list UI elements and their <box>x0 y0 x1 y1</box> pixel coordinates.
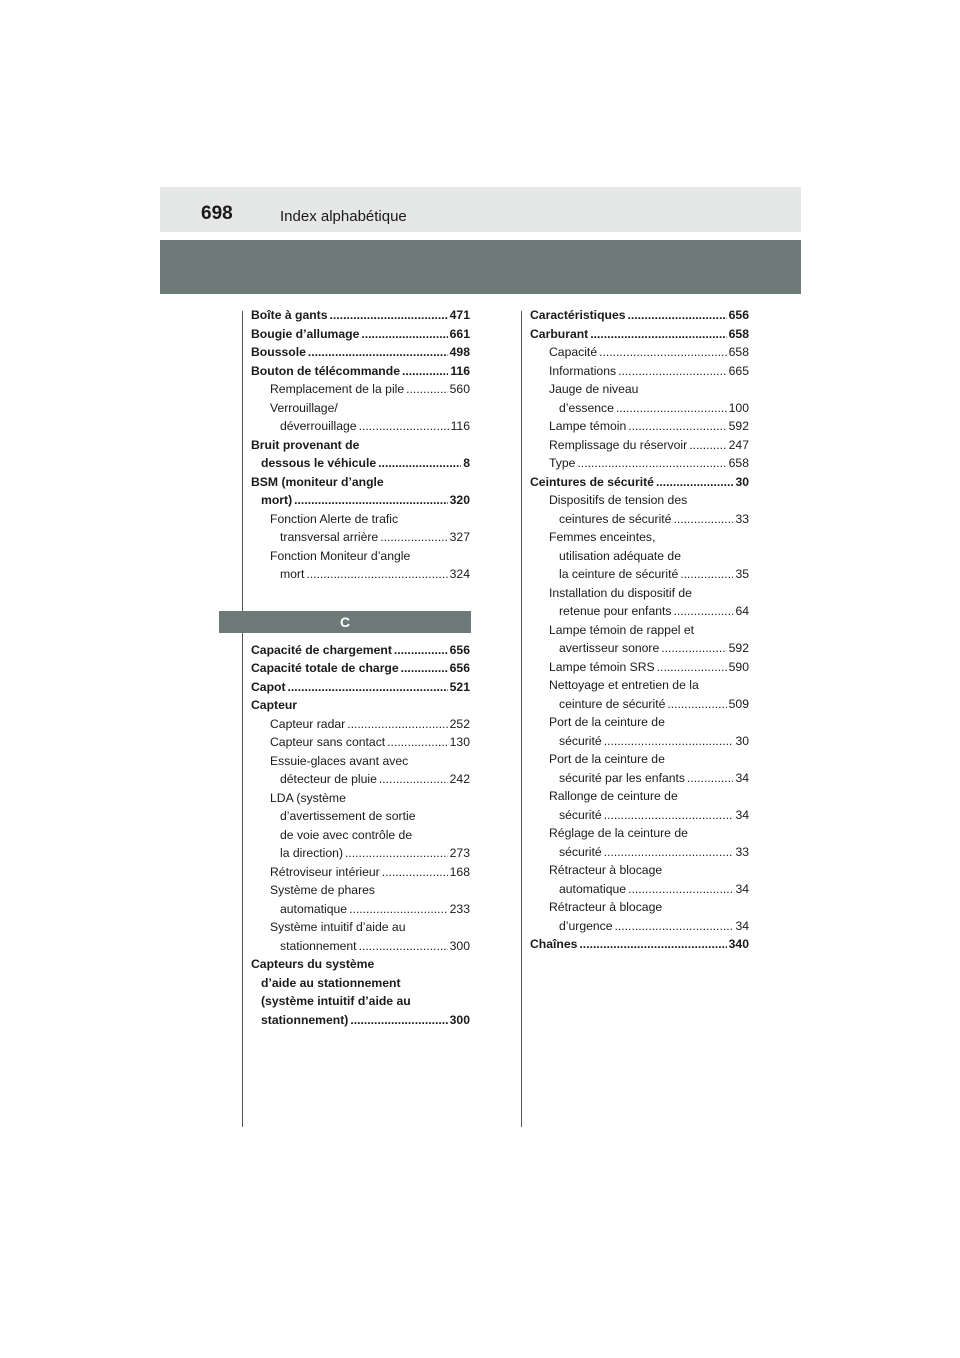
index-entry-text: (système intuitif d’aide au <box>261 994 411 1008</box>
dot-leader <box>306 565 447 584</box>
index-entry-page: 656 <box>728 308 749 322</box>
index-entry-text: Carburant <box>530 326 589 341</box>
index-entry-text: Capacité totale de charge <box>251 661 399 675</box>
index-entry-text: Rallonge de ceinture de <box>549 789 678 803</box>
index-entry <box>530 843 749 862</box>
index-entry-text: Rétracteur à blocage <box>549 863 663 877</box>
index-entry-page: 34 <box>735 770 749 785</box>
index-entry-text: la direction) <box>280 846 343 860</box>
index-entry-text: Capteurs du système <box>251 957 375 971</box>
index-entry-text: Capacité de chargement <box>251 642 392 657</box>
index-entry <box>251 454 470 473</box>
index-entry <box>530 380 749 399</box>
index-entry-text: Port de la ceinture de <box>549 715 665 729</box>
index-entry-page: 521 <box>449 679 470 694</box>
index-entry-text: Chaînes <box>530 937 578 951</box>
index-entry-page: 34 <box>735 918 749 933</box>
index-entry <box>530 732 749 751</box>
index-entry <box>251 641 470 660</box>
index-entry <box>530 861 749 880</box>
index-entry-text: mort <box>280 567 305 581</box>
index-entry-page: 658 <box>728 326 749 341</box>
index-entry-text: Fonction Alerte de trafic <box>270 511 399 526</box>
index-entry-text: transversal arrière <box>280 530 379 544</box>
index-entry <box>530 806 749 825</box>
dot-leader <box>350 1011 447 1030</box>
index-entry <box>530 436 749 455</box>
index-entry-page: 665 <box>728 363 749 378</box>
index-entry-page: 34 <box>735 881 749 896</box>
index-entry <box>251 399 470 418</box>
index-entry <box>530 639 749 658</box>
dot-leader <box>604 806 734 825</box>
index-entry-page: 130 <box>449 735 470 749</box>
index-entry <box>530 880 749 899</box>
index-entry-page: 320 <box>449 493 470 507</box>
index-entry <box>251 770 470 789</box>
index-entry-page: 64 <box>735 604 749 618</box>
index-entry-text: Verrouillage/ <box>270 400 338 415</box>
index-entry <box>530 935 749 954</box>
column-rule-right <box>521 311 522 1127</box>
index-entry <box>251 900 470 919</box>
index-entry-page: 560 <box>449 382 470 396</box>
index-entry-text: sécurité <box>559 733 602 748</box>
index-entry-text: d’urgence <box>559 918 613 933</box>
index-entry <box>251 733 470 752</box>
dot-leader <box>387 733 447 752</box>
dot-leader <box>349 900 448 919</box>
index-entry <box>251 826 470 845</box>
dot-leader <box>308 343 448 362</box>
index-entry <box>530 713 749 732</box>
dot-leader <box>661 639 726 658</box>
index-entry-page: 247 <box>728 437 749 452</box>
index-entry-page: 35 <box>735 567 749 581</box>
page-number: 698 <box>201 203 233 224</box>
index-entry-page: 340 <box>728 937 749 951</box>
index-entry-text: Boîte à gants <box>251 308 328 322</box>
dot-leader <box>628 417 726 436</box>
dot-leader <box>401 659 448 678</box>
index-entry-page: 327 <box>449 530 470 544</box>
index-entry-page: 33 <box>735 511 749 526</box>
index-entry-page: 300 <box>449 938 470 953</box>
dot-leader <box>359 417 449 436</box>
dot-leader <box>402 362 448 381</box>
index-entry-text: Caractéristiques <box>530 308 626 322</box>
dot-leader <box>359 937 448 956</box>
index-entry-page: 30 <box>735 733 749 748</box>
index-entry <box>251 918 470 937</box>
index-entry-page: 498 <box>449 345 470 359</box>
dot-leader <box>628 880 733 899</box>
dot-leader <box>615 917 734 936</box>
index-entry <box>530 824 749 843</box>
index-entry <box>251 380 470 399</box>
index-entry-text: mort) <box>261 493 293 507</box>
index-entry <box>251 955 470 974</box>
index-entry-text: dessous le véhicule <box>261 456 377 470</box>
index-entry-page: 233 <box>449 901 470 916</box>
index-entry-text: la ceinture de sécurité <box>559 567 679 581</box>
index-entry-text: Remplacement de la pile <box>270 382 405 396</box>
index-entry-text: Installation du dispositif de <box>549 585 692 600</box>
dot-leader <box>667 695 726 714</box>
index-entry-text: Capot <box>251 679 286 694</box>
index-entry-text: Type <box>549 456 576 470</box>
dot-leader <box>579 935 726 954</box>
index-entry-page: 658 <box>728 345 749 359</box>
index-entry-text: utilisation adéquate de <box>559 548 681 563</box>
dot-leader <box>673 602 733 621</box>
index-entry <box>530 658 749 677</box>
index-entry-page: 592 <box>728 641 749 655</box>
index-entry-text: Bougie d’allumage <box>251 326 360 341</box>
index-entry <box>251 473 470 492</box>
index-entry-text: automatique <box>559 881 627 896</box>
dot-leader <box>294 491 448 510</box>
index-entry-text: Système de phares <box>270 883 376 897</box>
index-entry-text: Réglage de la ceinture de <box>549 826 688 840</box>
index-entry-text: Capteur <box>251 698 298 712</box>
index-entry <box>251 678 470 697</box>
index-entry-text: d’avertissement de sortie <box>280 809 416 823</box>
index-entry <box>251 362 470 381</box>
index-entry-page: 252 <box>449 716 470 731</box>
index-entry <box>251 881 470 900</box>
index-entry-page: 656 <box>449 642 470 657</box>
dot-leader <box>599 343 727 362</box>
dot-leader <box>590 325 726 344</box>
index-entry-page: 656 <box>449 661 470 675</box>
index-entry <box>251 491 470 510</box>
dot-leader <box>618 362 727 381</box>
index-entry <box>530 491 749 510</box>
index-entry-page: 509 <box>728 696 749 711</box>
dot-leader <box>345 844 448 863</box>
index-column-right <box>530 306 749 954</box>
header-bar <box>160 240 801 294</box>
index-entry <box>530 547 749 566</box>
index-entry <box>251 547 470 566</box>
index-entry <box>530 510 749 529</box>
index-entry-text: détecteur de pluie <box>280 772 377 786</box>
index-entry <box>530 343 749 362</box>
index-entry-text: Fonction Moniteur d’angle <box>270 548 411 563</box>
index-entry <box>251 937 470 956</box>
index-entry-text: stationnement <box>280 938 357 953</box>
dot-leader <box>577 454 726 473</box>
index-entry-page: 471 <box>449 308 470 322</box>
index-group-c-continued <box>530 306 749 954</box>
index-entry <box>530 362 749 381</box>
index-entry-page: 8 <box>463 456 470 470</box>
index-entry-text: déverrouillage <box>280 419 357 433</box>
dot-leader <box>347 715 447 734</box>
index-entry-text: sécurité <box>559 844 602 859</box>
index-entry-text: d’essence <box>559 400 614 415</box>
index-entry-text: Bouton de télécommande <box>251 363 400 378</box>
index-entry-page: 168 <box>449 864 470 879</box>
index-entry <box>251 565 470 584</box>
index-entry-text: Capteur radar <box>270 716 346 731</box>
dot-leader <box>604 843 734 862</box>
index-entry <box>530 695 749 714</box>
index-entry-page: 116 <box>450 419 470 433</box>
index-entry <box>251 436 470 455</box>
index-entry-text: Informations <box>549 363 617 378</box>
index-entry-page: 661 <box>449 326 470 341</box>
index-entry-text: Rétroviseur intérieur <box>270 864 380 879</box>
section-header-c: C <box>219 611 471 633</box>
page-title: Index alphabétique <box>280 208 407 225</box>
dot-leader <box>330 306 448 325</box>
index-entry-page: 590 <box>728 659 749 674</box>
index-entry <box>251 528 470 547</box>
index-entry <box>530 528 749 547</box>
dot-leader <box>288 678 448 697</box>
index-entry-text: Dispositifs de tension des <box>549 493 688 507</box>
index-entry-text: LDA (système <box>270 790 346 805</box>
index-entry-text: Remplissage du réservoir <box>549 437 688 452</box>
index-entry <box>251 659 470 678</box>
dot-leader <box>379 770 448 789</box>
index-entry <box>530 473 749 492</box>
index-entry <box>251 325 470 344</box>
index-entry-page: 592 <box>728 419 749 433</box>
column-rule-left <box>242 311 243 1127</box>
index-entry-text: Bruit provenant de <box>251 437 360 452</box>
index-entry <box>530 750 749 769</box>
index-entry <box>530 676 749 695</box>
index-entry <box>530 584 749 603</box>
index-entry-text: Essuie-glaces avant avec <box>270 753 409 768</box>
index-entry-page: 100 <box>728 400 749 415</box>
index-entry <box>530 621 749 640</box>
index-entry-text: Rétracteur à blocage <box>549 900 663 914</box>
index-entry-text: de voie avec contrôle de <box>280 827 413 842</box>
dot-leader <box>406 380 448 399</box>
index-entry <box>251 306 470 325</box>
index-entry <box>530 306 749 325</box>
header-band <box>160 187 801 232</box>
index-entry-text: automatique <box>280 901 348 916</box>
index-entry-text: Lampe témoin <box>549 419 627 433</box>
index-entry <box>530 898 749 917</box>
index-entry-page: 34 <box>735 807 749 822</box>
index-entry <box>530 602 749 621</box>
dot-leader <box>657 658 727 677</box>
index-entry-text: Système intuitif d’aide au <box>270 920 406 934</box>
dot-leader <box>361 325 447 344</box>
index-entry <box>530 769 749 788</box>
index-entry <box>251 696 470 715</box>
index-entry-page: 324 <box>449 567 470 581</box>
index-entry <box>251 343 470 362</box>
index-entry <box>251 510 470 529</box>
dot-leader <box>689 436 726 455</box>
dot-leader <box>656 473 733 492</box>
index-entry-text: BSM (moniteur d’angle <box>251 474 384 489</box>
index-entry-text: Lampe témoin de rappel et <box>549 622 694 637</box>
dot-leader <box>382 863 448 882</box>
index-entry <box>251 789 470 808</box>
index-entry-text: Port de la ceinture de <box>549 752 665 766</box>
index-entry-page: 242 <box>449 772 470 786</box>
dot-leader <box>628 306 727 325</box>
index-entry <box>251 715 470 734</box>
index-entry-text: ceintures de sécurité <box>559 511 672 526</box>
index-entry <box>251 974 470 993</box>
index-column-left <box>251 306 470 1029</box>
index-entry-text: retenue pour enfants <box>559 604 672 618</box>
dot-leader <box>673 510 733 529</box>
index-entry-text: Femmes enceintes, <box>549 530 656 544</box>
index-entry-text: sécurité par les enfants <box>559 770 686 785</box>
index-entry-page: 116 <box>450 363 470 378</box>
index-entry-text: sécurité <box>559 807 602 822</box>
index-entry-page: 300 <box>449 1012 470 1027</box>
index-entry <box>530 417 749 436</box>
index-entry-text: stationnement) <box>261 1012 349 1027</box>
index-entry <box>530 565 749 584</box>
index-entry <box>251 1011 470 1030</box>
index-entry-page: 658 <box>728 456 749 470</box>
index-entry <box>530 399 749 418</box>
dot-leader <box>394 641 448 660</box>
dot-leader <box>380 528 447 547</box>
index-entry <box>251 417 470 436</box>
index-entry-page: 33 <box>735 844 749 859</box>
dot-leader <box>378 454 461 473</box>
index-entry-text: Capacité <box>549 345 598 359</box>
index-entry <box>251 844 470 863</box>
index-entry <box>530 917 749 936</box>
dot-leader <box>687 769 733 788</box>
index-entry <box>251 992 470 1011</box>
index-entry <box>251 863 470 882</box>
index-entry-text: Lampe témoin SRS <box>549 659 655 674</box>
dot-leader <box>604 732 734 751</box>
index-entry-page: 273 <box>449 846 470 860</box>
index-entry-text: Jauge de niveau <box>549 382 639 396</box>
dot-leader <box>616 399 727 418</box>
index-entry <box>530 325 749 344</box>
index-entry <box>530 454 749 473</box>
index-entry <box>251 807 470 826</box>
index-group-b <box>251 306 470 584</box>
index-entry-page: 30 <box>735 474 749 489</box>
index-entry-text: Capteur sans contact <box>270 735 386 749</box>
index-entry-text: Nettoyage et entretien de la <box>549 678 699 692</box>
index-group-c <box>251 641 470 1030</box>
index-entry <box>251 752 470 771</box>
index-entry-text: Boussole <box>251 345 306 359</box>
index-entry-text: d’aide au stationnement <box>261 975 401 990</box>
index-entry <box>530 787 749 806</box>
dot-leader <box>680 565 733 584</box>
index-entry-text: avertisseur sonore <box>559 641 660 655</box>
index-entry-text: ceinture de sécurité <box>559 696 666 711</box>
index-entry-text: Ceintures de sécurité <box>530 474 654 489</box>
